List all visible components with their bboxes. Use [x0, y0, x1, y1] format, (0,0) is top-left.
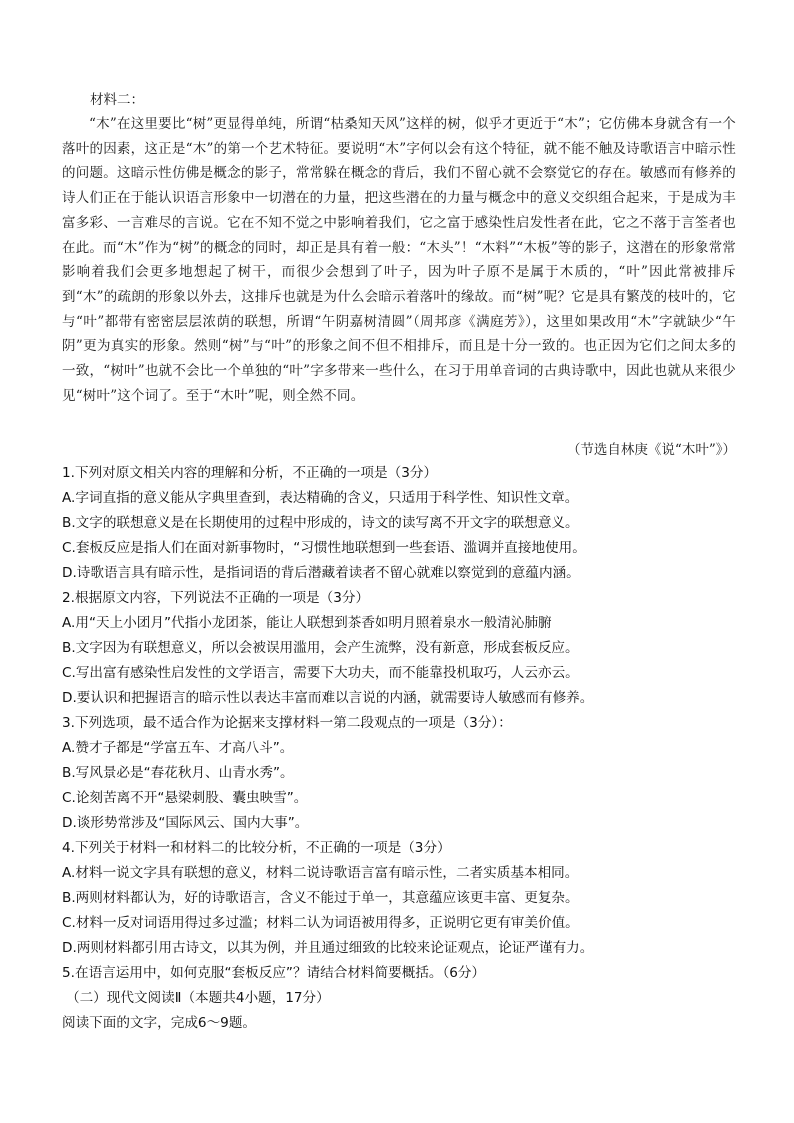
section-two-instruction: 阅读下面的文字，完成6～9题。	[62, 1015, 257, 1031]
question-5-stem: 5.在语言运用中，如何克服“套板反应”？请结合材料简要概括。（6分）	[62, 965, 486, 981]
question-2-option-a: A.用“天上小团月”代指小龙团茶，能让人联想到茶香如明月照着泉水一般清沁肺腑	[62, 615, 552, 631]
section-two-title: （二）现代文阅读Ⅱ（本题共4小题，17分）	[66, 990, 330, 1006]
question-2-option-d: D.要认识和把握语言的暗示性以表达丰富而难以言说的内涵，就需要诗人敏感而有修养。	[62, 690, 594, 706]
question-3-option-b: B.写风景必是“春花秋月、山青水秀”。	[62, 765, 294, 781]
question-3-stem: 3.下列选项，最不适合作为论据来支撑材料一第二段观点的一项是（3分）：	[62, 715, 512, 731]
question-4-option-b: B.两则材料都认为，好的诗歌语言，含义不能过于单一，其意蕴应该更丰富、更复杂。	[62, 890, 579, 906]
material-two-source: （节选自林庚《说“木叶”》）	[566, 442, 736, 458]
question-4-option-d: D.两则材料都引用古诗文，以其为例，并且通过细致的比较来论证观点，论证严谨有力。	[62, 940, 594, 956]
question-4-stem: 4.下列关于材料一和材料二的比较分析，不正确的一项是（3分）	[62, 840, 451, 856]
material-two-body: “木”在这里要比“树”更显得单纯，所谓“枯桑知天风”这样的树，似乎才更近于“木”；它仿佛本身就含有一个落叶的因素，这正是“木”的第一个艺术特征。要说明“木”字何以会有这个特征，就不能不触及诗歌语言中暗示性的问题。这暗示性仿佛是概念的影子，常常躲在概念的背后，我们不留心就不会察觉它的存在。敏感而有修养的诗人们正在于能认识语言形象中一切潜在的力量，把这些潜在的力量与概念中的意义交织组合起来，于是成为丰富多彩、一言难尽的言说。它在不知不觉之中影响着我们，它之富于感染性启发性者在此，它之不落于言筌者也在此。而“木”作为“树”的概念的同时，却正是具有着一般：“木头”！“木料”“木板”等的影子，这潜在的形象常常影响着我们会更多地想起了树干，而很少会想到了叶子，因为叶子原不是属于木质的，“叶”因此常被排斥到“木”的疏朗的形象以外去，这排斥也就是为什么会暗示着落叶的缘故。而“树”呢？它是具有繁茂的枝叶的，它与“叶”都带有密密层层浓荫的联想，所谓“午阴嘉树清圆”（周邦彦《满庭芳》），这里如果改用“木”字就缺少“午阴”更为真实的形象。然则“树”与“叶”的形象之间不但不相排斥，而且是十分一致的。也正因为它们之间太多的一致，“树叶”也就不会比一个单独的“叶”字多带来一些什么，在习于用单音词的古典诗歌中，因此也就从来很少见“树叶”这个词了。至于“木叶”呢，则全然不同。	[62, 116, 736, 404]
question-1-option-d: D.诗歌语言具有暗示性，是指词语的背后潜藏着读者不留心就难以察觉到的意蕴内涵。	[62, 565, 580, 581]
question-4-option-c: C.材料一反对词语用得过多过滥；材料二认为词语被用得多，正说明它更有审美价值。	[62, 915, 579, 931]
question-3-option-a: A.赞才子都是“学富五车、才高八斗”。	[62, 740, 294, 756]
question-4-option-a: A.材料一说文字具有联想的意义，材料二说诗歌语言富有暗示性，二者实质基本相同。	[62, 865, 579, 881]
question-2-stem: 2.根据原文内容，下列说法不正确的一项是（3分）	[62, 590, 370, 606]
question-1-stem: 1.下列对原文相关内容的理解和分析，不正确的一项是（3分）	[62, 465, 438, 481]
question-2-option-c: C.写出富有感染性启发性的文学语言，需要下大功夫，而不能靠投机取巧，人云亦云。	[62, 665, 579, 681]
question-1-option-b: B.文字的联想意义是在长期使用的过程中形成的，诗文的读写离不开文字的联想意义。	[62, 515, 579, 531]
question-1-option-c: C.套板反应是指人们在面对新事物时，“习惯性地联想到一些套语、滥调并直接地使用。	[62, 540, 586, 556]
material-two-heading: 材料二：	[90, 92, 144, 108]
question-1-option-a: A.字词直指的意义能从字典里查到，表达精确的含义，只适用于科学性、知识性文章。	[62, 490, 579, 506]
question-3-option-c: C.论刻苦离不开“悬梁刺股、囊虫映雪”。	[62, 790, 308, 806]
question-2-option-b: B.文字因为有联想意义，所以会被误用滥用，会产生流弊，没有新意，形成套板反应。	[62, 640, 579, 656]
question-3-option-d: D.谈形势常涉及“国际风云、国内大事”。	[62, 815, 309, 831]
